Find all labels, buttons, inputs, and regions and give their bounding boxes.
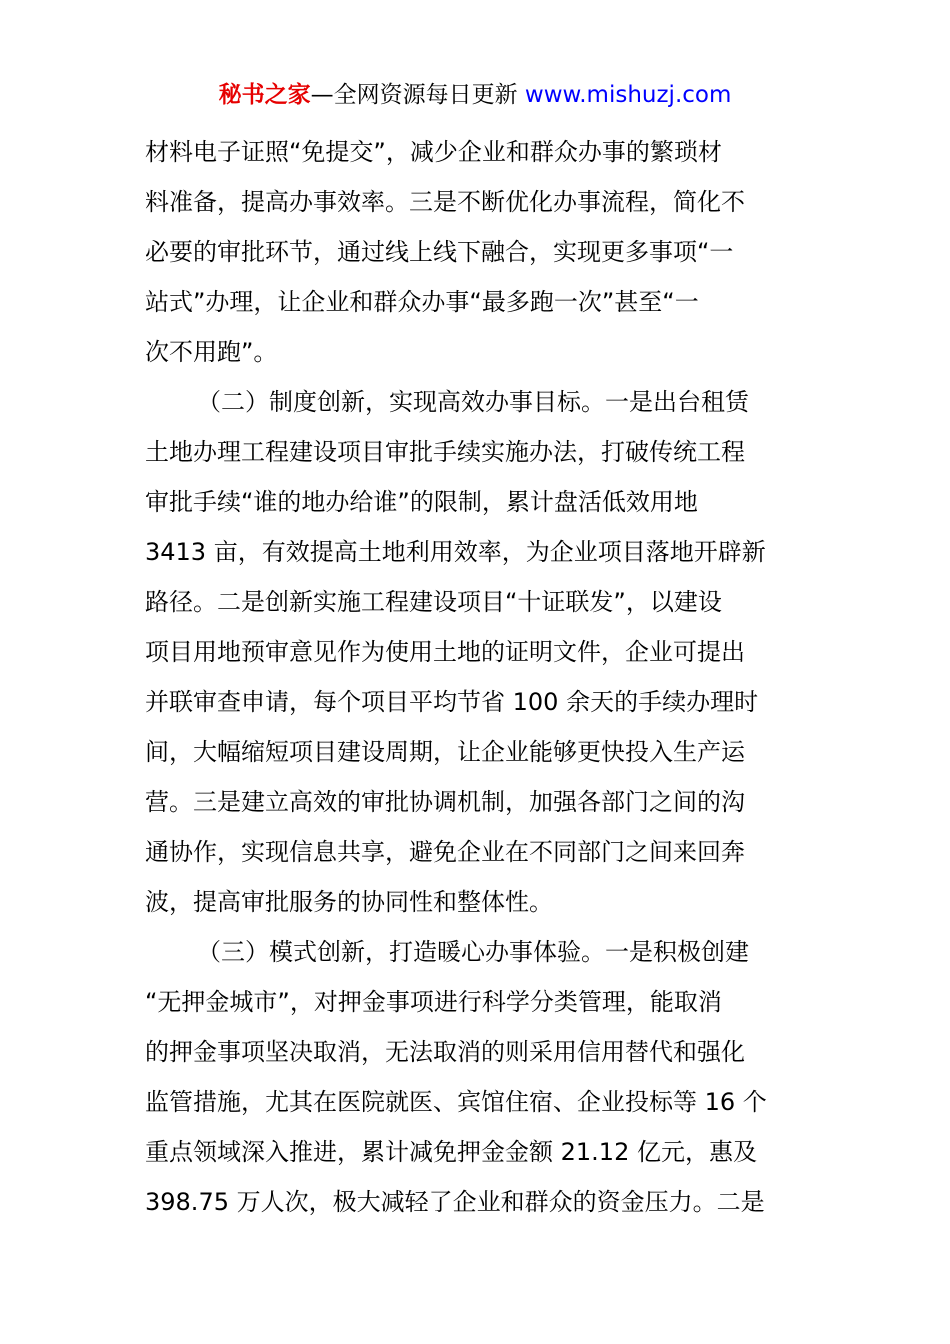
text-line: 路径。二是创新实施工程建设项目“十证联发”，以建设	[145, 588, 722, 616]
text-line: “无押金城市”，对押金事项进行科学分类管理，能取消	[145, 988, 722, 1016]
text-line: 料准备，提高办事效率。三是不断优化办事流程，简化不	[145, 188, 745, 216]
text-line: 营。三是建立高效的审批协调机制，加强各部门之间的沟	[145, 788, 745, 816]
text-line: 间，大幅缩短项目建设周期，让企业能够更快投入生产运	[145, 738, 745, 766]
text-line: 重点领域深入推进，累计减免押金金额 21.12 亿元，惠及	[145, 1138, 757, 1166]
text-line: 3413 亩，有效提高土地利用效率，为企业项目落地开辟新	[145, 538, 766, 566]
text-line: 通协作，实现信息共享，避免企业在不同部门之间来回奔	[145, 838, 745, 866]
text-line: 审批手续“谁的地办给谁”的限制，累计盘活低效用地	[145, 488, 698, 516]
document-body	[145, 127, 810, 1227]
text-line: 材料电子证照“免提交”，减少企业和群众办事的繁琐材	[145, 138, 722, 166]
site-tagline: —全网资源每日更新	[310, 82, 525, 108]
text-line: 必要的审批环节，通过线上线下融合，实现更多事项“一	[145, 238, 734, 266]
site-url-link[interactable]: www.mishuzj.com	[524, 82, 732, 108]
text-line: 监管措施，尤其在医院就医、宾馆住宿、企业投标等 16 个	[145, 1088, 767, 1116]
text-line: 土地办理工程建设项目审批手续实施办法，打破传统工程	[145, 438, 745, 466]
text-line: 的押金事项坚决取消，无法取消的则采用信用替代和强化	[145, 1038, 745, 1066]
text-line: 站式”办理，让企业和群众办事“最多跑一次”甚至“一	[145, 288, 699, 316]
text-line: 次不用跑”。	[145, 338, 278, 366]
text-line: 398.75 万人次，极大减轻了企业和群众的资金压力。二是	[145, 1188, 765, 1216]
text-line: 并联审查申请，每个项目平均节省 100 余天的手续办理时	[145, 688, 759, 716]
site-brand: 秘书之家	[218, 82, 311, 108]
text-line: 项目用地预审意见作为使用土地的证明文件，企业可提出	[145, 638, 745, 666]
text-line: 波，提高审批服务的协同性和整体性。	[145, 888, 553, 916]
paragraph-heading-line: （三）模式创新，打造暖心办事体验。一是积极创建	[197, 938, 749, 966]
paragraph-heading-line: （二）制度创新，实现高效办事目标。一是出台租赁	[197, 388, 749, 416]
page-header	[0, 80, 950, 110]
